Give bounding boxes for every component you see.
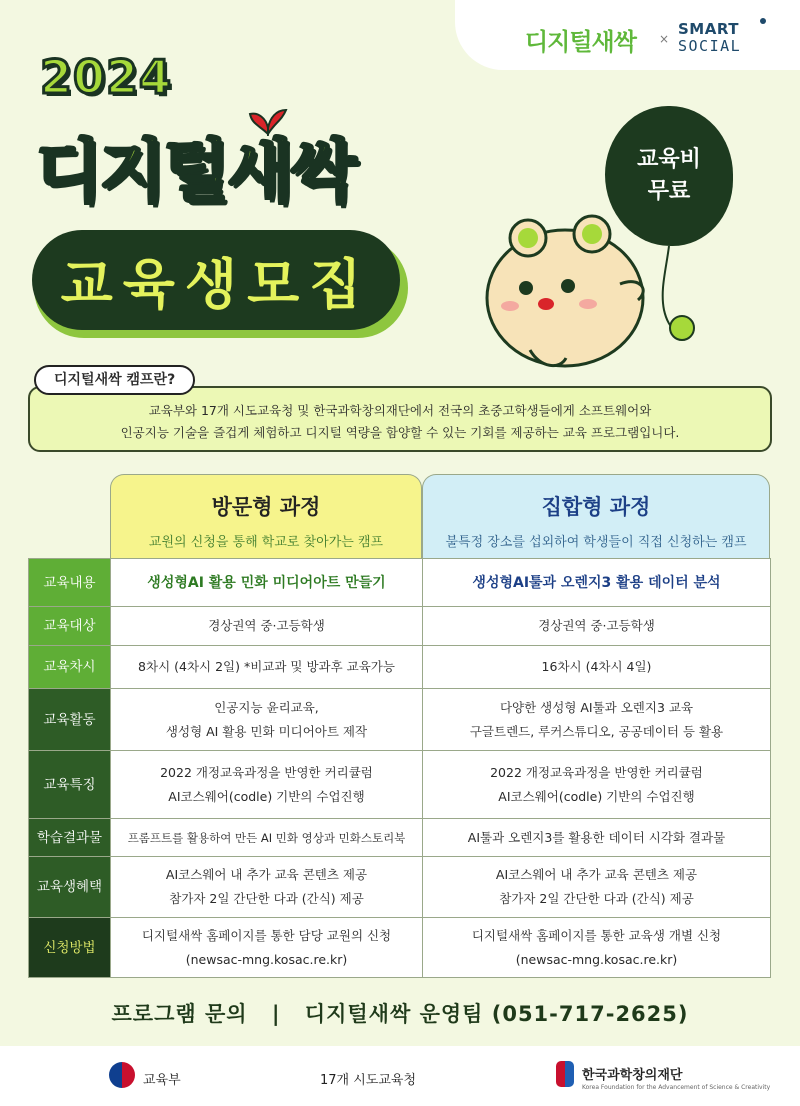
smart-social-logo-bottom: SOCIAL — [678, 37, 742, 55]
contact-label: 프로그램 문의 — [111, 1002, 248, 1026]
year-title: 2024 — [40, 50, 173, 104]
group-cell — [423, 857, 771, 918]
recruit-banner — [32, 230, 400, 330]
visit-cell-line: 2022 개정교육과정을 반영한 커리큘럼 — [160, 764, 373, 780]
row-label: 교육활동 — [29, 689, 111, 751]
visit-cell: 생성형AI 활용 민화 미디어아트 만들기 — [111, 559, 423, 607]
group-course-header — [422, 474, 770, 558]
course-comparison-table — [28, 558, 771, 978]
program-title: 디지털새싹 — [36, 133, 355, 212]
smart-dot-icon — [760, 18, 766, 24]
visit-cell-line: (newsac-mng.kosac.re.kr) — [185, 951, 348, 967]
recruit-text: 교육생모집 — [60, 252, 372, 316]
group-cell-line: 디지털새싹 홈페이지를 통한 교육생 개별 신청 — [471, 927, 722, 943]
visit-cell — [111, 751, 423, 819]
row-label: 신청방법 — [29, 918, 111, 978]
group-cell-line: AI코스웨어(codle) 기반의 수업진행 — [498, 788, 695, 804]
contact-separator: | — [271, 1002, 281, 1026]
camp-description — [28, 386, 772, 452]
group-cell-line: 참가자 2일 간단한 다과 (간식) 제공 — [499, 891, 694, 906]
brand-separator: × — [659, 32, 670, 46]
group-cell-line: 2022 개정교육과정을 반영한 커리큘럼 — [490, 764, 703, 780]
row-label: 교육대상 — [29, 607, 111, 646]
table-row — [29, 607, 771, 646]
group-cell-line: (newsac-mng.kosac.re.kr) — [515, 951, 678, 967]
table-row — [29, 559, 771, 607]
balloon-line2: 무료 — [647, 179, 691, 204]
group-cell: 16차시 (4차시 4일) — [423, 646, 771, 689]
visit-cell — [111, 918, 423, 978]
kofac-subtitle: Korea Foundation for the Advancement of Science & Creativity — [582, 1084, 771, 1091]
visit-course-title: 방문형 과정 — [211, 495, 321, 519]
visit-cell: 8차시 (4차시 2일) *비교과 및 방과후 교육가능 — [111, 646, 423, 689]
row-label: 교육내용 — [29, 559, 111, 607]
visit-cell-line: 생성형 AI 활용 민화 미디어아트 제작 — [165, 723, 368, 739]
moe-label: 교육부 — [143, 1073, 181, 1088]
table-row — [29, 819, 771, 857]
visit-cell-line: 인공지능 윤리교육, — [214, 699, 319, 715]
balloon-line1: 교육비 — [637, 147, 701, 172]
visit-cell — [111, 857, 423, 918]
group-cell: 경상권역 중·고등학생 — [423, 607, 771, 646]
visit-course-subtitle: 교원의 신청을 통해 학교로 찾아가는 캠프 — [148, 535, 384, 550]
group-cell — [423, 751, 771, 819]
row-label: 교육차시 — [29, 646, 111, 689]
row-label: 학습결과물 — [29, 819, 111, 857]
kofac-logo-icon — [556, 1061, 574, 1087]
moe-emblem-icon — [109, 1062, 135, 1088]
camp-line1: 교육부와 17개 시도교육청 및 한국과학창의재단에서 전국의 초중고학생들에게 소프트웨어와 — [148, 403, 652, 418]
visit-cell-line: AI코스웨어(codle) 기반의 수업진행 — [168, 788, 365, 804]
offices-label: 17개 시도교육청 — [320, 1073, 417, 1088]
camp-tag: 디지털새싹 캠프란? — [34, 365, 195, 395]
visit-cell-line: 참가자 2일 간단한 다과 (간식) 제공 — [169, 891, 364, 906]
group-cell-line: 구글트렌드, 루커스튜디오, 공공데이터 등 활용 — [469, 723, 724, 739]
kofac-label: 한국과학창의재단 — [582, 1068, 683, 1083]
contact-line — [0, 998, 800, 1028]
visit-cell — [111, 689, 423, 751]
camp-line2: 인공지능 기술을 즐겁게 체험하고 디지털 역량을 함양할 수 있는 기회를 제공하는 교육 프로그램입니다. — [120, 425, 680, 440]
visit-cell-line: AI코스웨어 내 추가 교육 콘텐츠 제공 — [165, 867, 368, 882]
smart-social-logo-top: SMART — [678, 20, 739, 38]
visit-cell: 프롬프트를 활용하여 만든 AI 민화 영상과 민화스토리북 — [111, 819, 423, 857]
table-row — [29, 857, 771, 918]
digital-sprout-logo: 디지털새싹 — [525, 28, 636, 56]
group-cell: AI툴과 오렌지3를 활용한 데이터 시각화 결과물 — [423, 819, 771, 857]
visit-cell-line: 디지털새싹 홈페이지를 통한 담당 교원의 신청 — [141, 927, 392, 943]
group-course-title: 집합형 과정 — [541, 495, 651, 519]
contact-team: 디지털새싹 운영팀 (051-717-2625) — [304, 1002, 689, 1026]
group-cell: 생성형AI툴과 오렌지3 활용 데이터 분석 — [423, 559, 771, 607]
mascot-illustration — [470, 190, 720, 380]
table-row — [29, 689, 771, 751]
visit-cell: 경상권역 중·고등학생 — [111, 607, 423, 646]
group-cell-line: 다양한 생성형 AI툴과 오렌지3 교육 — [499, 699, 694, 715]
group-cell — [423, 918, 771, 978]
table-row — [29, 918, 771, 978]
group-cell — [423, 689, 771, 751]
table-row — [29, 751, 771, 819]
row-label: 교육생혜택 — [29, 857, 111, 918]
visit-course-header — [110, 474, 422, 558]
table-row — [29, 646, 771, 689]
group-cell-line: AI코스웨어 내 추가 교육 콘텐츠 제공 — [495, 867, 698, 882]
group-course-subtitle: 불특정 장소를 섭외하여 학생들이 직접 신청하는 캠프 — [445, 535, 747, 550]
row-label: 교육특징 — [29, 751, 111, 819]
